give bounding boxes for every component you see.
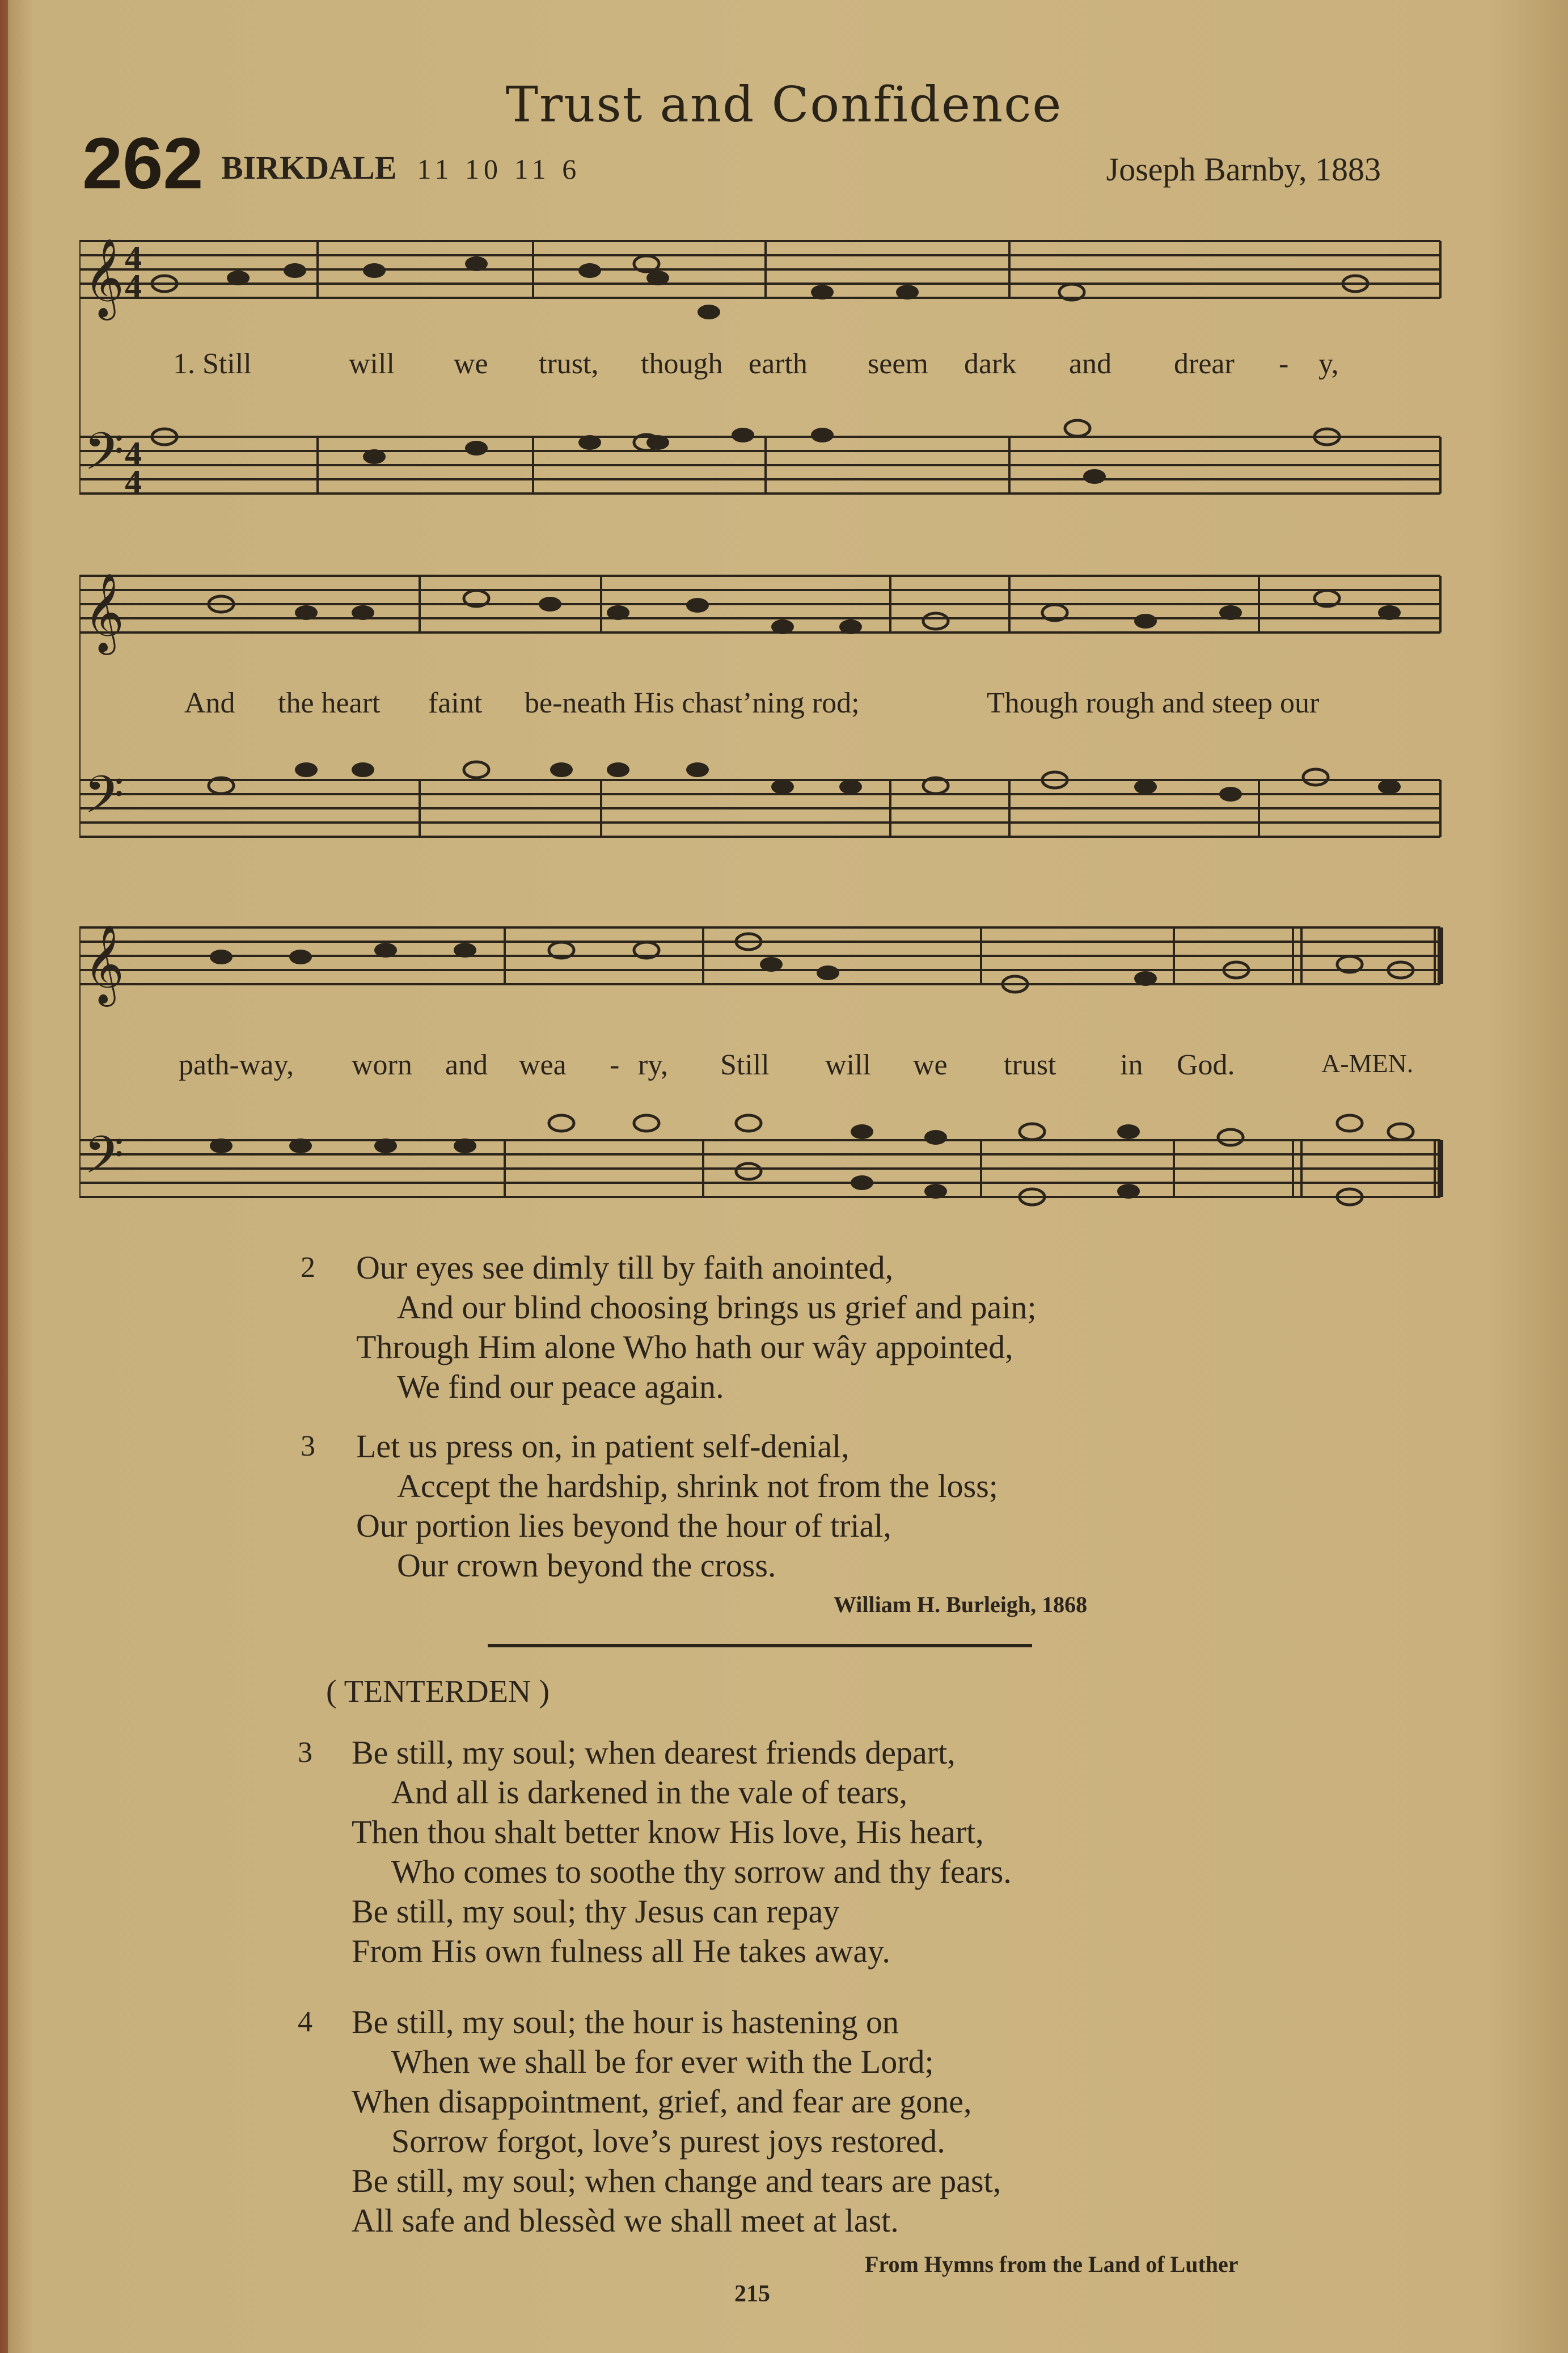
music-system-3 (79, 910, 1446, 1262)
treble-clef: 𝄞 (84, 238, 124, 317)
verse-number: 2 (301, 1251, 315, 1284)
syllable: - (610, 1049, 620, 1081)
bass-clef: 𝄢 (84, 421, 124, 494)
syllable: will (349, 348, 395, 380)
composer: Joseph Barnby, 1883 (1106, 151, 1381, 188)
syllable: And (184, 687, 235, 719)
source-attribution: From Hymns from the Land of Luther (865, 2251, 1239, 2277)
alt-tune-name: ( TENTERDEN ) (326, 1674, 550, 1709)
verse-line: Then thou shalt better know His love, His heart, (352, 1814, 984, 1850)
svg-text:4: 4 (125, 463, 142, 501)
syllable: - (1279, 348, 1289, 380)
syllable: we (913, 1049, 948, 1081)
meter: 11 10 11 6 (417, 153, 581, 185)
svg-text:4: 4 (125, 435, 142, 473)
syllable: drear (1174, 348, 1235, 380)
verse-line: When disappointment, grief, and fear are gone, (352, 2083, 972, 2120)
syllable: faint (428, 687, 483, 719)
svg-text:𝄞: 𝄞 (84, 925, 124, 1003)
syllable: in (1120, 1049, 1143, 1081)
syllable: the heart (278, 687, 381, 719)
verse-line: Let us press on, in patient self-denial, (356, 1428, 849, 1465)
syllable: dark (964, 348, 1017, 380)
syllable: God. (1177, 1049, 1235, 1081)
section-title: Trust and Confidence (505, 77, 1063, 133)
verse-number: 4 (298, 2006, 312, 2038)
svg-text:𝄢: 𝄢 (84, 1125, 124, 1197)
syllable: trust (1004, 1049, 1056, 1081)
verse-line: Be still, my soul; when dearest friends depart, (352, 1734, 956, 1771)
syllable: y, (1318, 348, 1339, 380)
syllable: worn (352, 1049, 412, 1081)
syllable: will (825, 1049, 871, 1081)
author-attribution: William H. Burleigh, 1868 (834, 1592, 1088, 1617)
syllable: and (445, 1049, 488, 1081)
verse-line: Be still, my soul; thy Jesus can repay (352, 1893, 840, 1930)
verse-number: 3 (298, 1736, 312, 1769)
hymn-number: 262 (82, 123, 204, 204)
verse-line: And our blind choosing brings us grief and pain; (397, 1289, 1037, 1326)
verse-3 (301, 1427, 998, 1585)
syllable: earth (749, 348, 808, 380)
verse-line: Be still, my soul; when change and tears are past, (352, 2162, 1001, 2199)
alt-verse-4 (298, 2002, 1001, 2241)
verse-line: We find our peace again. (397, 1368, 724, 1405)
verse-line: Be still, my soul; the hour is hastening on (352, 2004, 899, 2040)
page-number: 215 (734, 2281, 770, 2307)
syllable: we (454, 348, 488, 380)
svg-text:4: 4 (125, 268, 142, 305)
page-edge (0, 0, 8, 2353)
verse-line: Through Him alone Who hath our wây appointed, (356, 1329, 1013, 1365)
verse-line: Sorrow forgot, love’s purest joys restored. (391, 2123, 945, 2160)
verse-number: 3 (301, 1430, 315, 1462)
syllable: wea (519, 1049, 567, 1081)
verse-line: Our portion lies beyond the hour of trial, (356, 1507, 891, 1544)
verse-line: Who comes to soothe thy sorrow and thy fears. (391, 1853, 1012, 1890)
verse-line: Our eyes see dimly till by faith anointed, (356, 1249, 894, 1286)
divider (488, 1644, 1032, 1647)
syllable: though (641, 348, 723, 380)
verse-line: When we shall be for ever with the Lord; (391, 2043, 934, 2080)
svg-text:𝄢: 𝄢 (84, 765, 124, 837)
syllable: Though rough and steep our (987, 687, 1320, 719)
verse-line: Accept the hardship, shrink not from the loss; (397, 1468, 998, 1504)
verse-2 (301, 1248, 1037, 1407)
syllable: ry, (638, 1049, 668, 1081)
staff-graphics (79, 910, 1446, 1262)
syllable: path-way, (179, 1049, 294, 1081)
tune-name: BIRKDALE (221, 149, 397, 186)
svg-text:4: 4 (125, 239, 142, 277)
syllable: Still (720, 1049, 770, 1081)
verse-line: And all is darkened in the vale of tears, (391, 1774, 907, 1811)
syllable: trust, (539, 348, 599, 380)
syllable: 1. Still (173, 348, 252, 380)
alt-verse-3 (298, 1733, 1012, 1971)
syllable: be-neath His chast’ning rod; (525, 687, 860, 719)
tune-info (221, 149, 581, 187)
verse-line: All safe and blessèd we shall meet at last. (352, 2202, 899, 2239)
syllable: and (1069, 348, 1112, 380)
svg-text:𝄞: 𝄞 (84, 573, 124, 652)
verse-line: Our crown beyond the cross. (397, 1547, 776, 1584)
verse-line: From His own fulness all He takes away. (352, 1933, 890, 1970)
syllable: seem (868, 348, 928, 380)
syllable: A-MEN. (1321, 1049, 1414, 1078)
